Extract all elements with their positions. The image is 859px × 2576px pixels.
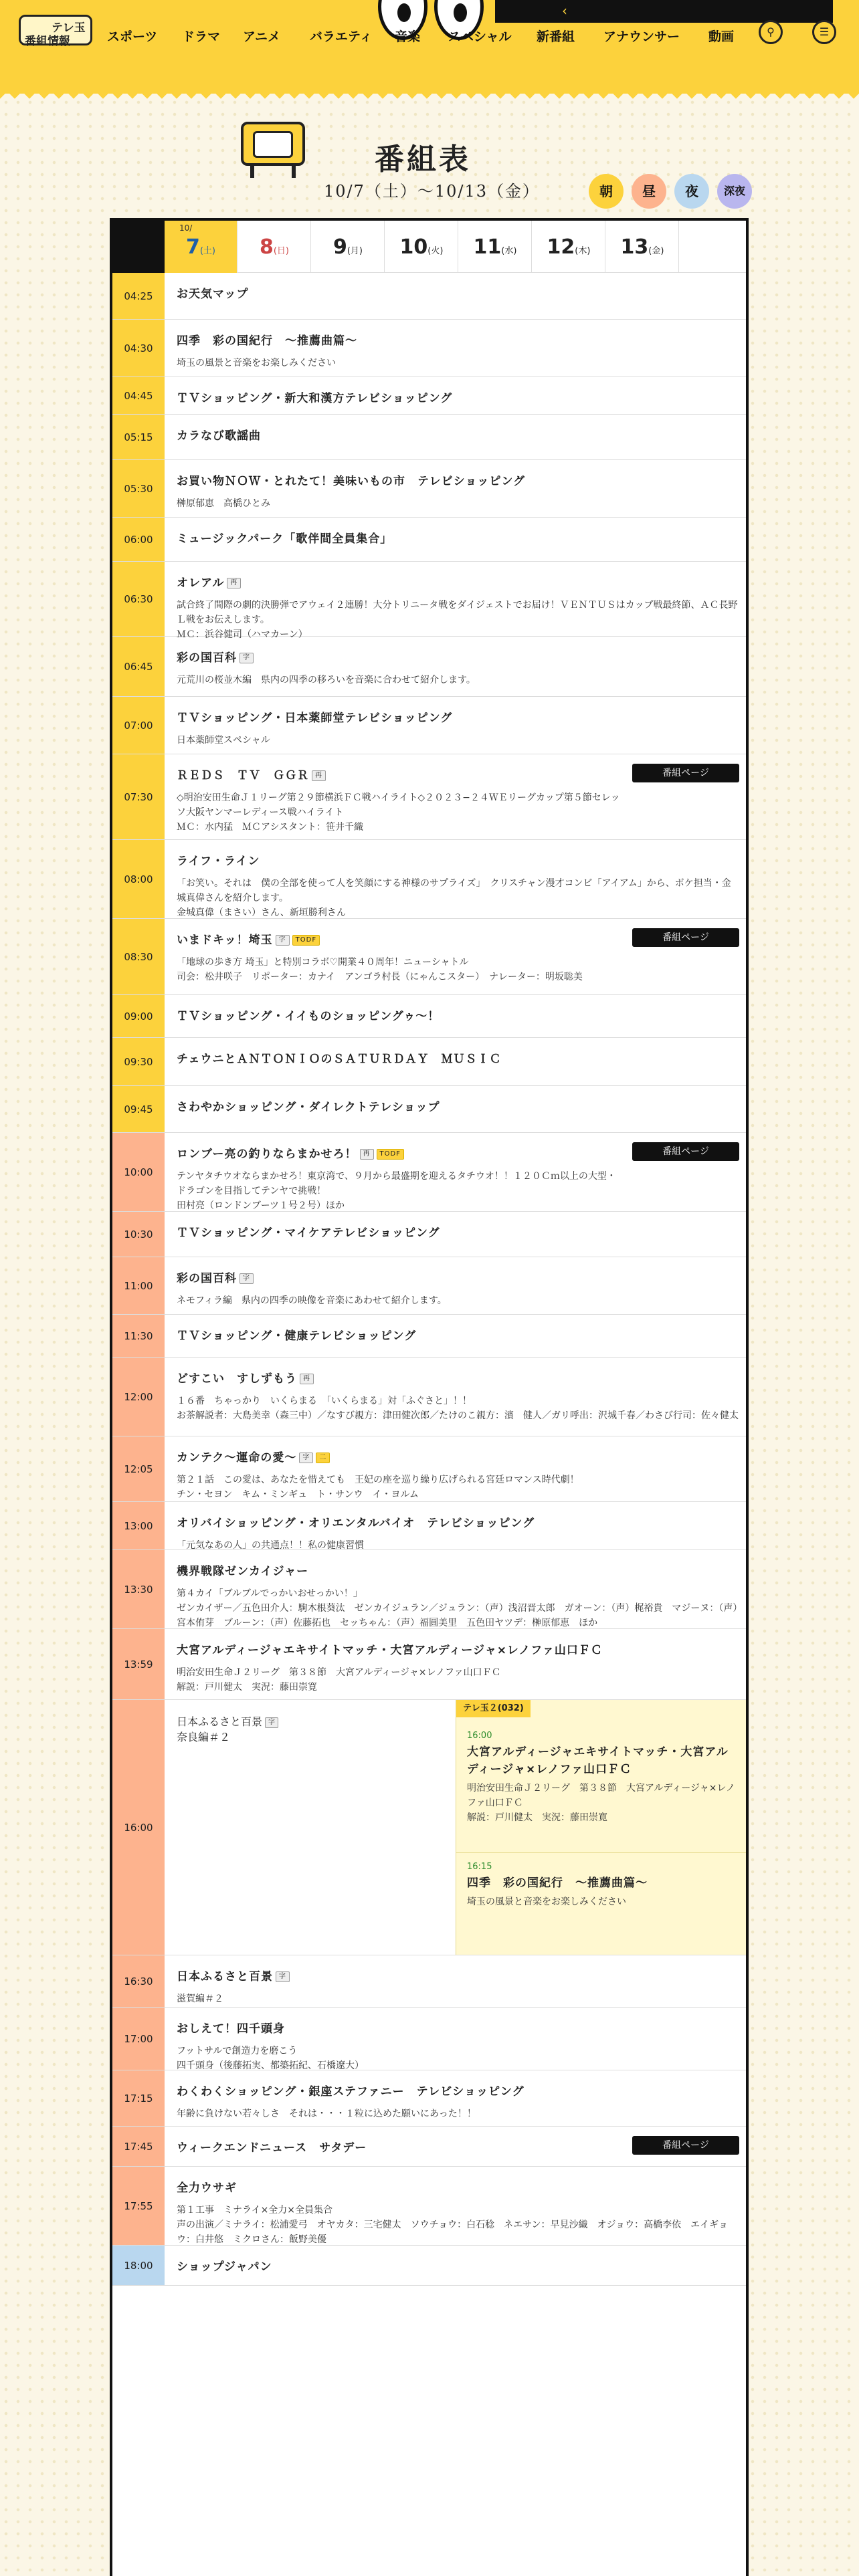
- program-info: [177, 1564, 739, 1630]
- program-time: 13:30: [112, 1550, 165, 1628]
- program-badge: 字: [276, 935, 290, 946]
- program-title[interactable]: [177, 853, 739, 869]
- program-page-button[interactable]: 番組ページ: [632, 2136, 739, 2155]
- program-description: テンヤタチウオならまかせろ！東京湾で、９月から最盛期を迎えるタチウオ！！１２０Ｃｍ以上の大型・ドラゴンを目指してテンヤで挑戦！ 田村亮（ロンドンブーツ１号２号）ほか: [177, 1171, 616, 1211]
- program-info: [177, 768, 622, 835]
- nav-item-2[interactable]: アニメ: [243, 29, 281, 44]
- program-row[interactable]: [112, 2070, 749, 2127]
- program-description: １６番 ちゃっかり いくらまる 「いくらまる」対「ふぐさと」！！ お茶解説者：大島美幸（森三中）／なすび親方：津田健次郎／たけのこ親方：濱 健人／ガリ呼出：沢城千春／わさび行司：佐々健太: [177, 1396, 739, 1421]
- program-time: 17:45: [112, 2127, 165, 2166]
- program-time: 05:30: [112, 460, 165, 517]
- program-description: フットサルで創造力を磨こう 四千頭身（後藤拓実、都築拓紀、石橋遼大）: [177, 2046, 364, 2071]
- chevron-left-icon[interactable]: ‹: [562, 3, 567, 19]
- program-badge: 再: [312, 770, 326, 781]
- day-tab[interactable]: [312, 221, 385, 273]
- program-info: [177, 1450, 739, 1502]
- program-title-text: お買い物ＮＯＷ・とれたて！美味いもの市 テレビショッピング: [177, 475, 525, 488]
- program-title-text: ＴＶショッピング・イイものショッピングゥ〜！: [177, 1010, 440, 1023]
- program-title[interactable]: [177, 1713, 444, 1729]
- program-badge: 字: [240, 1273, 254, 1284]
- program-row[interactable]: [112, 1358, 749, 1436]
- nav-item-8[interactable]: 動画: [708, 29, 735, 44]
- program-badge: 字: [276, 1971, 290, 1982]
- nav-item-4[interactable]: 音楽: [395, 29, 421, 44]
- program-title-text: ライフ・ライン: [177, 855, 260, 868]
- program-time: 08:00: [112, 840, 165, 918]
- subchannel-start-time: 16:00: [467, 1731, 492, 1741]
- program-title-text: 機界戦隊ゼンカイジャー: [177, 1565, 309, 1578]
- program-info: [177, 1642, 739, 1695]
- program-time: 16:30: [112, 1955, 165, 2007]
- program-info: [177, 1713, 444, 1744]
- subchannel-program[interactable]: [456, 1862, 749, 1909]
- program-time: 06:00: [112, 518, 165, 561]
- program-title[interactable]: [177, 2140, 622, 2156]
- program-info: [177, 1146, 622, 1213]
- program-title-text: オリバイショッピング・オリエンタルバイオ テレビショッピング: [177, 1517, 535, 1530]
- program-title[interactable]: [177, 650, 739, 666]
- program-row[interactable]: [112, 754, 749, 840]
- timeslot-button[interactable]: 昼: [632, 174, 666, 209]
- program-description: 榊原郁恵 高橋ひとみ: [177, 498, 270, 509]
- program-title-text: 大宮アルディージャエキサイトマッチ・大宮アルディージャ×レノファ山口ＦＣ: [177, 1644, 603, 1657]
- program-info: [177, 575, 739, 642]
- program-time: 10:30: [112, 1212, 165, 1257]
- program-info: [177, 1371, 739, 1423]
- menu-icon[interactable]: ☰: [812, 20, 836, 44]
- program-description: ◇明治安田生命Ｊ１リーグ第２９節横浜ＦＣ戦ハイライト◇２０２３−２４ＷＥリーグカップ第５節セレッソ大阪ヤンマーレディース戦ハイライト ＭＣ：水内猛 ＭＣアシスタント：笹井千織: [177, 792, 620, 833]
- program-time: 11:30: [112, 1315, 165, 1357]
- program-info: [177, 932, 622, 984]
- subchannel-start-time: 16:15: [467, 1862, 492, 1872]
- program-time: 04:25: [112, 273, 165, 319]
- subchannel-description: 埼玉の風景と音楽をお楽しみください: [467, 1897, 626, 1907]
- day-tab[interactable]: [238, 221, 311, 273]
- program-time: 06:45: [112, 637, 165, 696]
- program-time: 12:05: [112, 1436, 165, 1501]
- nav-item-6[interactable]: 新番組: [537, 29, 575, 44]
- day-month: 10/: [179, 223, 193, 233]
- program-time: 05:15: [112, 415, 165, 459]
- program-time: 07:30: [112, 754, 165, 839]
- program-title[interactable]: [177, 1969, 739, 1985]
- program-row[interactable]: [112, 1315, 749, 1358]
- program-info: [177, 1099, 739, 1115]
- day-number: 9: [332, 235, 347, 259]
- corner-cell: [112, 221, 165, 273]
- day-tab[interactable]: [385, 221, 458, 273]
- logo-subtext: 番組情報: [25, 35, 70, 48]
- program-row[interactable]: [112, 460, 749, 518]
- program-title[interactable]: [177, 932, 622, 948]
- day-of-week: (金): [648, 246, 664, 256]
- program-info: [177, 2180, 739, 2247]
- program-description: 日本薬師堂スペシャル: [177, 735, 270, 746]
- program-title-text: 彩の国百科: [177, 1272, 237, 1285]
- program-time: 08:30: [112, 919, 165, 994]
- program-title-text: おしえて！四千頭身: [177, 2022, 285, 2036]
- program-info: [177, 333, 739, 370]
- nav-item-1[interactable]: ドラマ: [182, 29, 221, 44]
- program-title[interactable]: [177, 333, 739, 349]
- program-title-text: チェウニとＡＮＴＯＮＩＯのＳＡＴＵＲＤＡＹ ＭＵＳＩＣ: [177, 1053, 502, 1066]
- day-of-week: (火): [427, 246, 444, 256]
- nav-item-3[interactable]: バラエティ: [310, 29, 373, 44]
- program-description: 埼玉の風景と音楽をお楽しみください: [177, 358, 336, 368]
- program-title[interactable]: [177, 1008, 739, 1025]
- subchannel-title[interactable]: 大宮アルディージャエキサイトマッチ・大宮アルディージャ×レノファ山口ＦＣ: [467, 1745, 729, 1776]
- subchannel-divider: [456, 1852, 749, 1853]
- program-row[interactable]: [112, 1550, 749, 1629]
- program-row[interactable]: [112, 1086, 749, 1133]
- program-title-text: ＲＥＤＳ ＴＶ ＧＧＲ: [177, 769, 309, 782]
- program-title[interactable]: [177, 1564, 739, 1580]
- day-number: 7: [185, 235, 200, 259]
- day-of-week: (日): [273, 246, 290, 256]
- day-number: 10: [399, 235, 428, 259]
- program-info: [177, 1271, 739, 1308]
- program-title-text: 全力ウサギ: [177, 2181, 237, 2195]
- program-info: [177, 710, 739, 748]
- nav-item-7[interactable]: アナウンサー: [603, 29, 680, 44]
- timeslot-button[interactable]: 朝: [589, 174, 624, 209]
- program-time: 09:00: [112, 995, 165, 1037]
- program-title[interactable]: [177, 1099, 739, 1115]
- program-row[interactable]: [112, 919, 749, 995]
- program-title[interactable]: [177, 286, 739, 302]
- program-description: 第４カイ「ブルブルでっかいおせっかい！」 ゼンカイザー／五色田介人：駒木根葵汰 ゼンカイジュラン／ジュラン：（声）浅沼晋太郎 ガオーン：（声）梶裕貴 マジーヌ：（声）宮本侑芽 ブルーン：（声）佐藤拓也 セッちゃん：（声）福圓美里 五色田ヤツデ：榊原郁恵 ほか: [177, 1588, 738, 1628]
- program-title[interactable]: [177, 1450, 739, 1466]
- program-row[interactable]: [112, 320, 749, 377]
- program-title[interactable]: [177, 1146, 622, 1162]
- program-badge: 再: [227, 578, 241, 588]
- program-info: [177, 1515, 739, 1553]
- program-time: 17:15: [112, 2070, 165, 2126]
- program-title-text: ＴＶショッピング・マイケアテレビショッピング: [177, 1226, 440, 1240]
- program-title-text: ウィークエンドニュース サタデー: [177, 2141, 367, 2155]
- program-row[interactable]: [112, 377, 749, 415]
- program-description: 「元気なあの人」の共通点！！私の健康習慣: [177, 1540, 364, 1551]
- program-title[interactable]: [177, 710, 739, 726]
- program-description: 「地球の歩き方 埼玉」と特別コラボ♡開業４０周年！ニューシャトル 司会：松井咲子 リポーター：カナイ アンゴラ村長（にゃんこスター） ナレーター：明坂聡美: [177, 957, 583, 982]
- program-title-text: ＴＶショッピング・健康テレビショッピング: [177, 1329, 417, 1343]
- program-row[interactable]: [112, 1212, 749, 1257]
- program-row[interactable]: [112, 415, 749, 460]
- program-time: 16:00: [112, 1700, 165, 1955]
- program-description: ネモフィラ編 県内の四季の映像を音楽にあわせて紹介します。: [177, 1295, 447, 1306]
- day-number: 13: [620, 235, 649, 259]
- program-time: 12:00: [112, 1358, 165, 1436]
- split-row: [112, 1700, 749, 1955]
- program-row[interactable]: [112, 1436, 749, 1502]
- search-icon[interactable]: ⚲: [759, 20, 783, 44]
- program-title[interactable]: [177, 531, 739, 547]
- program-info: [177, 2021, 739, 2073]
- program-title-text: ミュージックパーク「歌伴間全員集合」: [177, 532, 393, 546]
- program-description: 「お笑い。それは 僕の全部を使って人を笑顔にする神様のサプライズ」 クリスチャン漫才コンビ「アイアム」から、ボケ担当・金城真偉さんを紹介します。 金城真偉（まさい）さん、新垣勝利さん: [177, 878, 731, 918]
- program-title-text: ショップジャパン: [177, 2260, 272, 2274]
- program-time: 04:30: [112, 320, 165, 377]
- program-page-button[interactable]: 番組ページ: [632, 928, 739, 947]
- program-title[interactable]: [177, 391, 739, 407]
- program-time: 04:45: [112, 377, 165, 414]
- program-badge: 再: [300, 1374, 314, 1384]
- program-title[interactable]: [177, 2021, 739, 2037]
- program-row[interactable]: [112, 562, 749, 640]
- day-of-week: (土): [199, 246, 216, 256]
- program-row[interactable]: [112, 1133, 749, 1212]
- program-time: 07:00: [112, 697, 165, 754]
- program-title-text: わくわくショッピング・銀座ステファニー テレビショッピング: [177, 2085, 524, 2099]
- program-badge: TODF: [292, 935, 320, 946]
- program-title[interactable]: [177, 2180, 739, 2196]
- program-description: 試合終了間際の劇的決勝弾でアウェイ２連勝！大分トリニータ戦をダイジェストでお届け！ＶＥＮＴＵＳはカップ戦最終節、ＡＣ長野Ｌ戦をお伝えします。 ＭＣ：浜谷健司（ハマカーン）: [177, 600, 738, 640]
- program-title-text: いまドキッ！埼玉: [177, 934, 273, 947]
- program-description: 元荒川の桜並木編 県内の四季の移ろいを音楽に合わせて紹介します。: [177, 675, 476, 685]
- program-info: [177, 1225, 739, 1241]
- program-info: [177, 1051, 739, 1067]
- program-time: 17:00: [112, 2008, 165, 2070]
- program-row[interactable]: [112, 1629, 749, 1700]
- program-title[interactable]: [177, 473, 739, 490]
- program-title-text: オレアル: [177, 576, 225, 590]
- program-row[interactable]: [112, 273, 749, 320]
- program-title[interactable]: [177, 575, 739, 591]
- program-title-text: ロンブー亮の釣りならまかせろ！: [177, 1148, 357, 1161]
- program-title-text: どすこい すしずもう: [177, 1372, 297, 1386]
- program-title[interactable]: [177, 1328, 739, 1344]
- top-black-bar[interactable]: [495, 0, 833, 23]
- program-description: 明治安田生命Ｊ２リーグ 第３８節 大宮アルディージャ×レノファ山口ＦＣ 解説：戸川健太 実況：藤田崇寛: [177, 1667, 501, 1693]
- program-title-text: 彩の国百科: [177, 651, 237, 665]
- program-badge: 字: [265, 1717, 278, 1728]
- date-range: 10/7（土）〜10/13（金）: [324, 182, 541, 201]
- subchannel-description: 明治安田生命Ｊ２リーグ 第３８節 大宮アルディージャ×レノファ山口ＦＣ 解説：戸川健太 実況：藤田崇寛: [467, 1783, 735, 1823]
- program-row[interactable]: [112, 2127, 749, 2167]
- program-info: [177, 2084, 739, 2121]
- program-title-text: 日本ふるさと百景: [177, 1970, 273, 1983]
- program-info: [177, 2259, 739, 2275]
- program-info: [177, 286, 739, 302]
- program-row[interactable]: [112, 2246, 749, 2286]
- program-row[interactable]: [112, 840, 749, 919]
- program-time: 18:00: [112, 2246, 165, 2285]
- day-number: 11: [473, 235, 502, 259]
- day-tab[interactable]: [533, 221, 605, 273]
- program-row[interactable]: [112, 2008, 749, 2070]
- program-title[interactable]: [177, 428, 739, 444]
- program-time: 11:00: [112, 1257, 165, 1314]
- day-tabs: [112, 221, 749, 273]
- program-row[interactable]: [112, 1502, 749, 1550]
- program-title-text: カンテク〜運命の愛〜: [177, 1451, 297, 1465]
- program-page-button[interactable]: 番組ページ: [632, 764, 739, 782]
- program-badge: TODF: [377, 1149, 404, 1160]
- program-info: [177, 1969, 739, 2006]
- header-zigzag-edge: [0, 84, 859, 99]
- subchannel-program[interactable]: [456, 1731, 749, 1825]
- program-title-text: 日本ふるさと百景: [177, 1715, 263, 1728]
- program-description: 滋賀編＃２: [177, 1994, 223, 2004]
- program-row[interactable]: [112, 995, 749, 1038]
- program-time: 17:55: [112, 2167, 165, 2245]
- program-title[interactable]: [177, 1051, 739, 1067]
- program-row[interactable]: [112, 1038, 749, 1086]
- day-number: 12: [547, 235, 575, 259]
- program-title-text: ＴＶショッピング・日本薬師堂テレビショッピング: [177, 712, 453, 725]
- program-title-text: 四季 彩の国紀行 〜推薦曲篇〜: [177, 334, 357, 348]
- day-of-week: (月): [347, 246, 363, 256]
- subchannel-title[interactable]: 四季 彩の国紀行 〜推薦曲篇〜: [467, 1876, 648, 1890]
- program-info: [177, 650, 739, 687]
- day-tab[interactable]: [165, 221, 237, 273]
- day-of-week: (水): [501, 246, 517, 256]
- program-row[interactable]: [112, 1257, 749, 1315]
- day-of-week: (木): [575, 246, 591, 256]
- program-title[interactable]: [177, 1371, 739, 1387]
- program-info: [177, 2140, 622, 2156]
- program-time: 13:59: [112, 1629, 165, 1699]
- program-title[interactable]: [177, 1515, 739, 1531]
- timeslot-button[interactable]: 深夜: [717, 174, 752, 209]
- program-title-text: お天気マップ: [177, 288, 249, 301]
- program-schedule-table: [110, 218, 749, 2576]
- program-page-button[interactable]: 番組ページ: [632, 1142, 739, 1161]
- program-info: [177, 428, 739, 444]
- program-info: [177, 473, 739, 511]
- program-badge: 再: [360, 1149, 374, 1160]
- program-time: 09:45: [112, 1086, 165, 1132]
- day-tab[interactable]: [606, 221, 679, 273]
- program-title[interactable]: [177, 1271, 739, 1287]
- program-info: [177, 1008, 739, 1025]
- program-row[interactable]: [112, 637, 749, 697]
- program-info: [177, 853, 739, 920]
- program-row[interactable]: [112, 1955, 749, 2008]
- subchannel-badge: テレ玉２(032): [456, 1700, 531, 1717]
- program-row[interactable]: [112, 1700, 749, 1955]
- program-title-text: さわやかショッピング・ダイレクトテレショップ: [177, 1101, 440, 1114]
- program-info: [177, 531, 739, 547]
- program-title[interactable]: [177, 2259, 739, 2275]
- logo-text: テレ玉: [52, 21, 86, 35]
- program-time: 06:30: [112, 562, 165, 636]
- program-badge: 字: [299, 1453, 313, 1463]
- program-title[interactable]: [177, 2084, 739, 2100]
- program-title[interactable]: [177, 768, 622, 784]
- program-title-text: ＴＶショッピング・新大和漢方テレビショッピング: [177, 392, 453, 405]
- program-time: 10:00: [112, 1133, 165, 1211]
- program-time: 09:30: [112, 1038, 165, 1085]
- timeslot-button[interactable]: 夜: [674, 174, 709, 209]
- program-row[interactable]: [112, 518, 749, 562]
- day-number: 8: [259, 235, 274, 259]
- program-description: 第２１話 この愛は、あなたを惜えても 王妃の座を巡り繰り広げられる宮廷ロマンス時代劇！ チン・セヨン キム・ミンギュ ト・サンウ イ・ヨルム: [177, 1475, 579, 1500]
- program-description: 第１工事 ミナライ×全力×全員集合 声の出演／ミナライ：松浦愛弓 オヤカタ：三宅健太 ソウチョウ：白石稔 ネエサン：早見沙織 オジョウ：高橋李依 エイギョウ：白井悠 ミクロさん：飯野美優: [177, 2205, 729, 2245]
- program-row[interactable]: [112, 697, 749, 754]
- tv-mascot-icon: [235, 114, 309, 175]
- program-title[interactable]: [177, 1225, 739, 1241]
- program-description: 奈良編＃２: [177, 1731, 231, 1743]
- nav-item-0[interactable]: スポーツ: [107, 29, 158, 44]
- program-row[interactable]: [112, 2167, 749, 2246]
- program-badge: 字: [240, 653, 254, 663]
- program-title[interactable]: [177, 1642, 739, 1658]
- program-info: [177, 1328, 739, 1344]
- program-info: [177, 391, 739, 407]
- program-description: 年齢に負けない若々しさ それは・・・１粒に込めた願いにあった！！: [177, 2109, 476, 2119]
- nav-item-5[interactable]: スペシャル: [448, 29, 512, 44]
- page-title: 番組表: [375, 142, 471, 177]
- program-time: 13:00: [112, 1502, 165, 1549]
- day-tab[interactable]: [459, 221, 532, 273]
- subchannel-panel: [456, 1700, 749, 1955]
- program-title-text: カラなび歌謡曲: [177, 429, 261, 443]
- site-logo[interactable]: [19, 15, 92, 48]
- program-badge: 二: [316, 1453, 330, 1463]
